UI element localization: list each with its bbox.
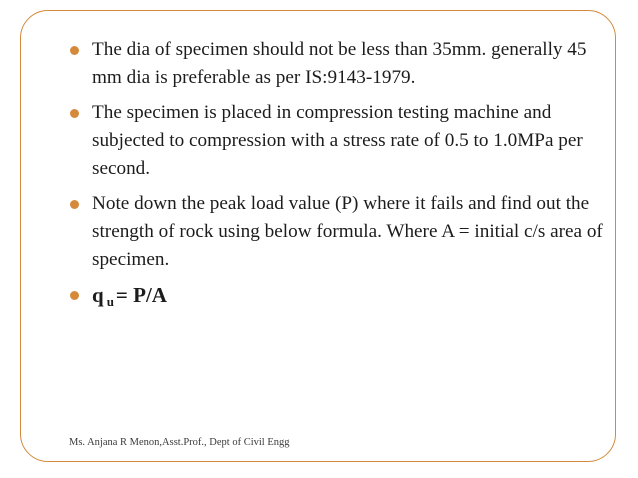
formula-symbol: q: [92, 283, 104, 307]
bullet-text: The specimen is placed in compression testing machine and subjected to compression with a stress rate of 0.5 to 1.0MPa per second.: [92, 102, 583, 179]
bullet-dot-icon: [70, 200, 79, 209]
bullet-text: Note down the peak load value (P) where it fails and find out the strength of rock using below formula. Where A = initial c/s area of specimen.: [92, 193, 603, 270]
bullet-item: [70, 190, 610, 274]
footer-credit: Ms. Anjana R Menon,Asst.Prof., Dept of Civil Engg: [69, 437, 290, 448]
formula-rhs: = P/A: [115, 283, 167, 307]
bullet-item: [70, 36, 610, 92]
bullet-text: The dia of specimen should not be less than 35mm. generally 45 mm dia is preferable as per IS:9143-1979.: [92, 39, 587, 88]
formula-item: [70, 281, 610, 316]
formula-subscript: u: [106, 294, 114, 309]
bullet-list: [70, 36, 610, 323]
bullet-item: [70, 99, 610, 183]
bullet-dot-icon: [70, 46, 79, 55]
bullet-dot-icon: [70, 109, 79, 118]
bullet-dot-icon: [70, 291, 79, 300]
